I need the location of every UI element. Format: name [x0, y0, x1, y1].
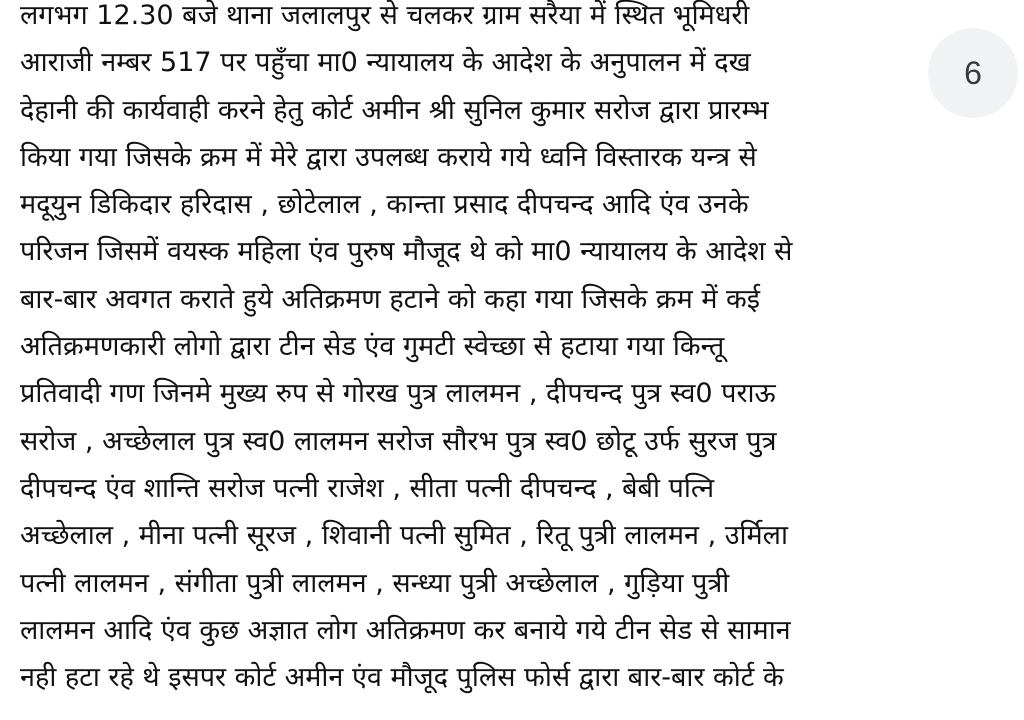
- text-line: देहानी की कार्यवाही करने हेतु कोर्ट अमीन श्री सुनिल कुमार सरोज द्वारा प्रारम्भ: [20, 94, 769, 126]
- text-line: मदूयुन डिकिदार हरिदास , छोटेलाल , कान्ता प्रसाद दीपचन्द आदि एंव उनके: [20, 189, 749, 221]
- text-line: सरोज , अच्छेलाल पुत्र स्व0 लालमन सरोज सौरभ पुत्र स्व0 छोटू उर्फ सुरज पुत्र: [20, 425, 777, 457]
- text-line: पत्नी लालमन , संगीता पुत्री लालमन , सन्ध्या पुत्री अच्छेलाल , गुड़िया पुत्री: [20, 567, 730, 599]
- text-line: अच्छेलाल , मीना पत्नी सूरज , शिवानी पत्नी सुमित , रितू पुत्री लालमन , उर्मिला: [20, 520, 788, 552]
- text-line: नही हटा रहे थे इसपर कोर्ट अमीन एंव मौजूद पुलिस फोर्स द्वारा बार-बार कोर्ट के: [20, 662, 784, 694]
- text-line: बार-बार अवगत कराते हुये अतिक्रमण हटाने को कहा गया जिसके क्रम में कई: [20, 283, 761, 315]
- text-line: आराजी नम्बर 517 पर पहुँचा मा0 न्यायालय के आदेश के अनुपालन में दख: [20, 47, 751, 79]
- document-text-block: [20, 0, 1020, 701]
- page-number-badge: 6: [928, 28, 1018, 118]
- text-line: लालमन आदि एंव कुछ अज्ञात लोग अतिक्रमण कर बनाये गये टीन सेड से सामान: [20, 614, 791, 646]
- text-line: लगभग 12.30 बजे थाना जलालपुर से चलकर ग्राम सरैया में स्थित भूमिधरी: [20, 0, 750, 31]
- text-line: किया गया जिसके क्रम में मेरे द्वारा उपलब्ध कराये गये ध्वनि विस्तारक यन्त्र से: [20, 141, 757, 173]
- text-line: दीपचन्द एंव शान्ति सरोज पत्नी राजेश , सीता पत्नी दीपचन्द , बेबी पत्नि: [20, 472, 715, 504]
- text-line: अतिक्रमणकारी लोगो द्वारा टीन सेड एंव गुमटी स्वेच्छा से हटाया गया किन्तू: [20, 331, 725, 363]
- text-line: परिजन जिसमें वयस्क महिला एंव पुरुष मौजूद थे को मा0 न्यायालय के आदेश से: [20, 236, 793, 268]
- text-line: प्रतिवादी गण जिनमे मुख्य रुप से गोरख पुत्र लालमन , दीपचन्द पुत्र स्व0 पराऊ: [20, 378, 776, 410]
